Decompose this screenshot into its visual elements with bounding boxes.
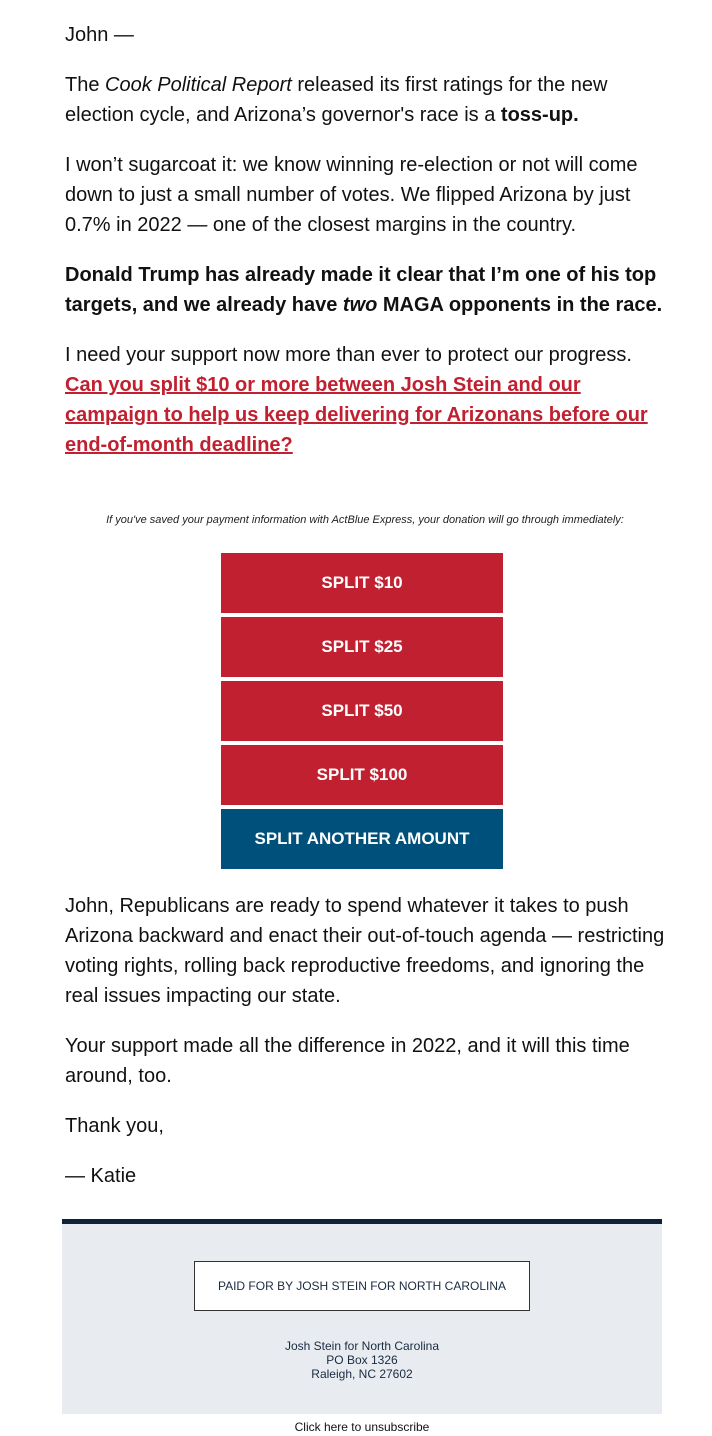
mailing-address	[62, 1339, 662, 1381]
unsubscribe-link[interactable]: Click here to unsubscribe	[294, 1420, 430, 1434]
p1-mid: released its first ratings for the new election cycle, and Arizona’s governor's race is a	[65, 74, 608, 126]
p3-italic: two	[342, 294, 378, 316]
split-25-button[interactable]: SPLIT $25	[221, 617, 503, 677]
donate-ask-link[interactable]: Can you split $10 or more between Josh Stein and our campaign to help us keep delivering for Arizonans before our end-of-month deadline?	[65, 374, 648, 456]
p1-pre: The	[65, 74, 106, 96]
paid-for-disclaimer: PAID FOR BY JOSH STEIN FOR NORTH CAROLINA	[194, 1261, 530, 1311]
signature: — Katie	[65, 1165, 137, 1187]
split-10-button[interactable]: SPLIT $10	[221, 553, 503, 613]
greeting: John —	[65, 24, 134, 46]
paragraph-ask	[65, 340, 665, 460]
publication-name: Cook Political Report	[105, 74, 292, 96]
email-body-bottom	[65, 891, 665, 1211]
address-name: Josh Stein for North Carolina	[284, 1339, 440, 1353]
address-po-box: PO Box 1326	[326, 1353, 398, 1367]
email-body-top	[65, 20, 665, 480]
address-city: Raleigh, NC 27602	[311, 1367, 413, 1381]
p1-bold: toss-up.	[500, 104, 579, 126]
paragraph-support: Your support made all the difference in 2022, and it will this time around, too.	[65, 1035, 630, 1087]
paragraph-trump	[65, 260, 665, 320]
paragraph-ratings	[65, 70, 665, 130]
p3-pre: Donald Trump has already made it clear that I’m one of his top targets, and we already have	[65, 264, 657, 316]
paragraph-margin: I won’t sugarcoat it: we know winning re-election or not will come down to just a small number of votes. We flipped Arizona by just 0.7% in 2022 — one of the closest margins in the country.	[65, 154, 638, 236]
p3-post: MAGA opponents in the race.	[377, 294, 663, 316]
closing: Thank you,	[65, 1115, 164, 1137]
footer	[62, 1219, 662, 1414]
split-50-button[interactable]: SPLIT $50	[221, 681, 503, 741]
donation-buttons	[221, 553, 503, 873]
paragraph-republicans: John, Republicans are ready to spend whatever it takes to push Arizona backward and enact their out-of-touch agenda — restricting voting rights, rolling back reproductive freedoms, and ignoring the real issues impacting our state.	[65, 895, 665, 1007]
split-100-button[interactable]: SPLIT $100	[221, 745, 503, 805]
p4-pre: I need your support now more than ever to protect our progress.	[65, 344, 632, 366]
actblue-note: If you've saved your payment information with ActBlue Express, your donation will go through immediately:	[106, 514, 624, 526]
split-another-amount-button[interactable]: SPLIT ANOTHER AMOUNT	[221, 809, 503, 869]
